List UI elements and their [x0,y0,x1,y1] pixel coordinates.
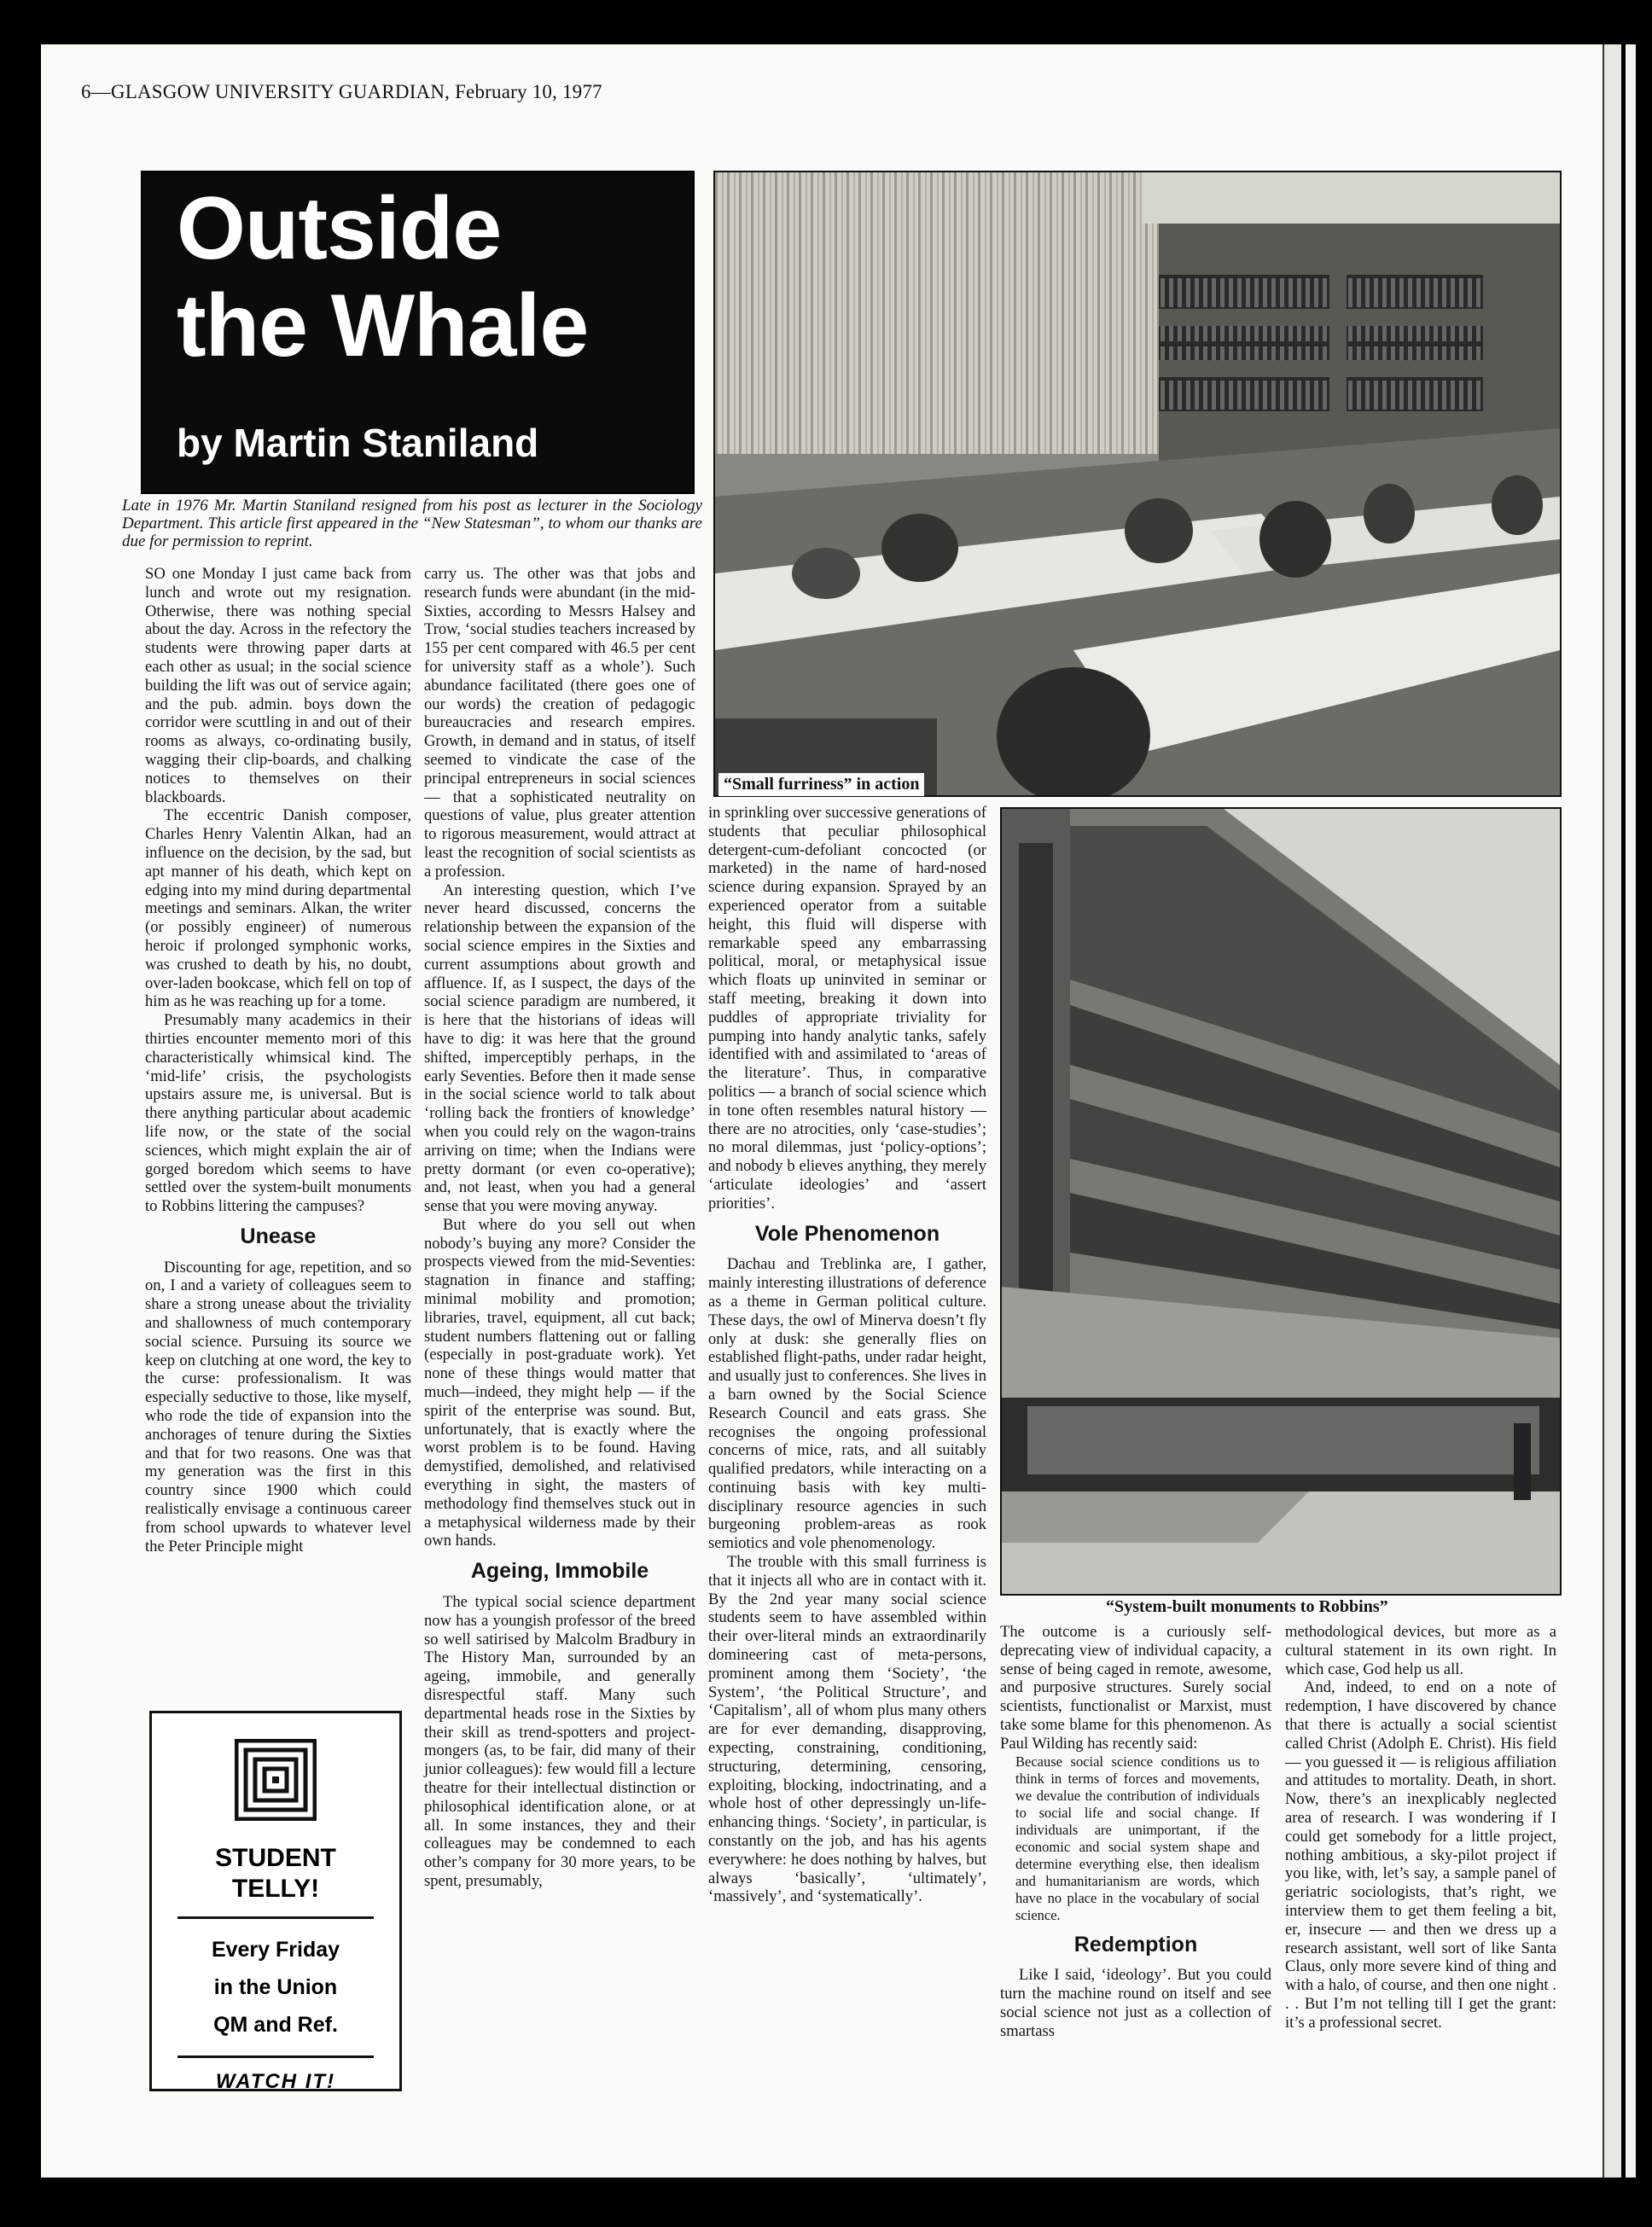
subhead-ageing: Ageing, Immobile [470,1559,649,1584]
paragraph: The typical social science department now has a youngish professor of the breed so well satirised by Malcolm Bradbury in The History Man, surrounded by an ageing, immobile, and generally disrespectful staff. Many such departmental heads rose in the Sixties by their skill as trend-spotters and project-mongers (as, to be fair, did many of their junior colleagues): few would fill a lecture theatre for their intellectual distinction or philosophical identification alone, or at all. In some instances, they and their colleagues may be condemned to each other’s company for 30 more years, to be spent, presumably, [424,1593,695,1890]
paragraph: The eccentric Danish composer, Charles Henry Valentin Alkan, had an influence on the decision, by the sad, but apt manner of his death, which kept on edging into my mind during departmental meetings and seminars. Alkan, the writer (or possibly engineer) of numerous heroic if prolonged symphonic works, was crushed to death by his, no doubt, over-laden bookcase, which fell on top of him as he was reaching up for a tome. [145,806,411,1011]
subhead-unease: Unease [240,1224,317,1248]
ad-rule-2 [177,2055,374,2058]
paragraph: SO one Monday I just came back from lunch and wrote out my resignation. Otherwise, there was nothing special about the day. Across in the refectory the students were throwing paper darts at each other as usual; in the social science building the lift was out of service again; and the pub. admin. boys down the corridor were scuttling in and out of their rooms as always, co-ordinating busily, wagging their clip-boards, and chalking notices to themselves on their blackboards. [145,565,411,806]
building-scene [1002,809,1560,1594]
column-5 [1285,1623,1556,2032]
paragraph: And, indeed, to end on a note of redemption, I have discovered by chance that there is actually a social scientist called Christ (Adolph E. Christ). His field — you guessed it — is religious affiliation and attitudes to mortality. Death, in short. Now, there’s an inexplicably neglected area of research. I was wondering if I could get somebody for a little project, nothing ambitious, a sky-pilot project if you like, with, let’s say, a sample panel of geriatric sociologists, that’s right, we interview them to get them feeling a bit, er, insecure — and then we dress up a research assistant, well sort of like Santa Claus, only more severe kind of thing and with a halo, of course, and then one night . . . But I’m not telling till I get the grant: it’s a professional secret. [1285,1678,1556,2032]
concentric-squares-icon [235,1739,317,1821]
library-photo [713,171,1562,797]
ad-line-watch: WATCH IT! [215,2070,336,2093]
paragraph: Discounting for age, repetition, and so on, I and a variety of colleagues seem to share a strong unease about the triviality and shallowness of much contemporary social science. Pursuing its source we keep on clutching at one word, the key to the curse: professionalism. It was especially seductive to those, like myself, who rode the tide of expansion into the anchorages of tenure during the Sixties and that for two reasons. One was that my generation was the first in this country since 1900 which could realistically envisage a continuous career from school upwards to whatever level the Peter Principle might [145,1258,411,1555]
ad-rule [177,1916,374,1919]
caption-building: “System-built monuments to Robbins” [1106,1597,1388,1616]
ad-line-telly: TELLY! [231,1875,320,1903]
paragraph: But where do you sell out when nobody’s buying any more? Consider the prospects viewed from the mid-Seventies: stagnation in finance and staffing; minimal mobility and promotion; libraries, travel, equipment, all cut back; student numbers flattening out or falling (especially in post-graduate work). Yet none of these things would matter that much—indeed, they might help — if the spirit of the enterprise was sound. But, unfortunately, that is exactly where the worst problem is to be found. Having demystified, demolished, and relativised everything in sight, the masters of methodology find themselves stuck out in a metaphysical wilderness made by their own hands. [424,1215,695,1550]
paragraph: An interesting question, which I’ve never heard discussed, concerns the relationship between the expansion of the social science empires in the Sixties and current assumptions about growth and affluence. If, as I suspect, the days of the social science paradigm are numbered, it is here that the historians of ideas will have to dig: it was here that the ground shifted, imperceptibly perhaps, in the early Seventies. Before then it made sense in the social science world to talk about ‘rolling back the frontiers of knowledge’ when you could rely on the wagon-trains arriving on time; when the Indians were pretty dormant (or even co-operative); and, not least, when you had a general sense that you were moving anyway. [424,881,695,1216]
column-1 [145,565,411,1555]
student-telly-ad [149,1711,402,2091]
library-scene [715,172,1560,795]
ad-line-union: in the Union [213,1975,338,1999]
paragraph: The outcome is a curiously self-deprecating view of individual capacity, a sense of being caged in remote, awesome, and purposive structures. Surely social scientists, functionalist or Marxist, must take some blame for this phenomenon. As Paul Wilding has recently said: [1000,1623,1271,1753]
column-4 [1000,1623,1271,2041]
paragraph: in sprinkling over successive generations of students that peculiar philosophical detergent-cum-defoliant concocted (or marketed) in the name of hard-nosed science during expansion. Sprayed by an experienced operator from a suitable height, this fluid will disperse with remarkable speed any embarrassing political, moral, or metaphysical issue which floats up uninvited in seminar or staff meeting, breaking it down into puddles of appropriate triviality for pumping into handy analytic tanks, safely identified with and assimilated to ‘areas of the literature’. Thus, in comparative politics — a branch of social science which in tone often resembles natural history — there are no atrocities, only ‘case-studies’; no moral dilemmas, just ‘policy-options’; and nobody b elieves anything, they merely ‘articulate ideologies’ and ‘assert priorities’. [708,804,986,1212]
byline: by Martin Staniland [177,421,539,465]
paragraph: Dachau and Treblinka are, I gather, mainly interesting illustrations of deference as a theme in German political culture. These days, the owl of Minerva doesn’t fly only at dusk: she generally flies on established flight-paths, under radar height, and usually just to conferences. She lives in a barn owned by the Social Science Research Council and eats grass. She recognises the ongoing professional concerns of mice, rats, and all suitably qualified predators, while interacting on a continuing basis with key multi-disciplinary resource agencies in such burgeoning problem-areas as rook semiotics and vole phenomenology. [708,1255,986,1553]
paragraph: methodological devices, but more as a cultural statement in its own right. In which case, God help us all. [1285,1623,1556,1678]
intro-text: Late in 1976 Mr. Martin Staniland resigned from his post as lecturer in the Sociology Department. This article first appeared in the “New Statesman”, to whom our thanks are due for permission to reprint. [122,497,702,550]
subhead-vole: Vole Phenomenon [754,1221,940,1246]
caption-library: “Small furriness” in action [718,773,924,796]
page-header: 6—GLASGOW UNIVERSITY GUARDIAN, February 10, 1977 [81,81,602,102]
ad-line-qm: QM and Ref. [213,2013,338,2037]
paragraph: Like I said, ‘ideology’. But you could turn the machine round on itself and see social science not just as a collection of smartass [1000,1966,1271,2040]
quotation: Because social science conditions us to think in terms of forces and movements, we devalue the contribution of individuals to social life and social change. If individuals are unimportant, if the economic and social system shape and determine everything else, then idealism and humanitarianism are words, which have no place in the vocabulary of social science. [1015,1753,1259,1923]
paragraph: carry us. The other was that jobs and research funds were abundant (in the mid-Sixties, according to Messrs Halsey and Trow, ‘social studies teachers increased by 155 per cent compared with 46.5 per cent for university staff as a whole’). Such abundance facilitated (there goes one of our words) the creation of pedagogic bureaucracies and research empires. Growth, in demand and in status, of itself seemed to vindicate the case of the principal entrepreneurs in social sciences — that a sophisticated neutrality on questions of value, plus greater attention to rigorous measurement, would attract at least the recognition of social scientists as a profession. [424,565,695,881]
ad-line-friday: Every Friday [211,1938,340,1962]
title-line-1: Outside [177,179,502,278]
page-edge-2 [1626,44,1636,2178]
telly-logo [235,1739,317,1821]
subhead-redemption: Redemption [1073,1932,1198,1957]
ad-line-student: STUDENT [215,1844,336,1872]
column-2 [424,565,695,1891]
paragraph: Presumably many academics in their thirties encounter memento mori of this characteristically whimsical kind. The ‘mid-life’ crisis, the psychologists upstairs assure me, is universal. But is there anything particular about academic life now, or the state of the social sciences, which might explain the air of gorged boredom which seems to have settled over the system-built monuments to Robbins littering the campuses? [145,1011,411,1216]
paragraph: The trouble with this small furriness is that it injects all who are in contact with it. By the 2nd year many social science students seem to have assembled within their over-literal minds an extraordinarily domineering cast of meta-persons, prominent among them ‘Society’, ‘the System’, ‘the Political Structure’, and ‘Capitalism’, all of whom plus many others are for ever demanding, disapproving, expecting, constraining, conditioning, structuring, determining, censoring, exploiting, blocking, indoctrinating, and a whole host of other depressingly un-life-enhancing things. ‘Society’, in particular, is constantly on the job, and has his agents everywhere: he does nothing by halves, but always ‘basically’, ‘ultimately’, ‘massively’, and ‘systematically’. [708,1553,986,1906]
building-photo [1000,807,1562,1596]
title-line-2: the Whale [177,276,589,375]
title-box [141,171,695,494]
page-edge [1603,44,1621,2178]
column-3 [708,804,986,1906]
